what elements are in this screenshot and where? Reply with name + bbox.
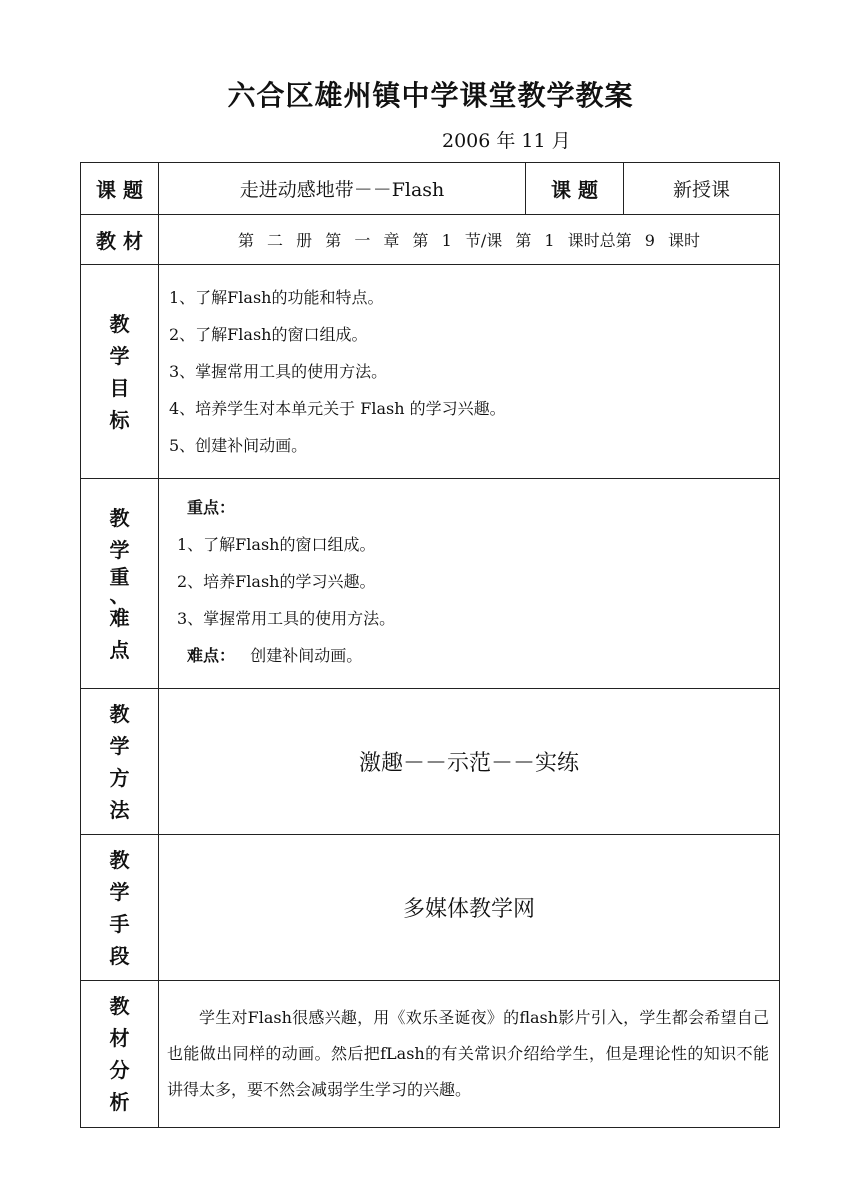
means-row [81,835,780,981]
document-title: 六合区雄州镇中学课堂教学教案 [227,79,634,112]
analysis-text: 学生对Flash很感兴趣，用《欢乐圣诞夜》的flash影片引入，学生都会希望自己也能做出同样的动画。然后把fLash的有关常识介绍给学生，但是理论性的知识不能讲得太多，要不然会减弱学生学习的兴趣。 [159,981,780,1128]
analysis-label-char: 材 [109,1026,130,1050]
difficulty-line [169,637,769,674]
key-points-label-char: 重 [109,564,130,589]
topic-label: 课 题 [81,163,159,215]
analysis-row [81,981,780,1128]
method-label [81,689,159,835]
analysis-label-char: 析 [109,1090,130,1114]
method-label-char: 方 [109,765,130,790]
topic-value: 走进动感地带－－Flash [159,163,526,215]
lesson-plan-table [80,162,780,1128]
key-points-label-char: 教 [109,505,130,530]
analysis-label-char: 分 [109,1058,130,1082]
textbook-row [81,215,780,265]
objective-item: 1、了解Flash的功能和特点。 [169,288,384,307]
objectives-label-char: 教 [109,311,130,336]
document-date: 2006 年 11 月 [442,130,571,152]
analysis-label [81,981,159,1128]
key-point-item: 1、了解Flash的窗口组成。 [177,535,376,554]
key-point-item: 3、掌握常用工具的使用方法。 [177,609,396,628]
objective-item: 4、培养学生对本单元关于 Flash 的学习兴趣。 [169,399,506,418]
means-label-char: 手 [109,911,130,936]
analysis-label-char: 教 [109,994,130,1018]
objectives-row [81,265,780,479]
means-label [81,835,159,981]
method-value: 激趣－－示范－－实练 [159,689,780,835]
key-points-label-char: 难 [109,605,130,630]
method-label-char: 法 [109,797,130,822]
textbook-value: 第 二 册 第 一 章 第 1 节/课 第 1 课时总第 9 课时 [159,215,780,265]
key-points-row [81,479,780,689]
lesson-type-label: 课 题 [526,163,624,215]
means-label-char: 学 [109,879,130,904]
key-points-list [159,479,780,689]
objective-item: 5、创建补间动画。 [169,436,308,455]
means-label-char: 段 [109,943,130,968]
key-points-label-char: 学 [109,537,130,562]
key-point-item: 2、培养Flash的学习兴趣。 [177,572,376,591]
method-row [81,689,780,835]
key-points-title: 重点： [187,498,236,517]
key-points-label-char: 、 [109,582,130,607]
objectives-label [81,265,159,479]
means-label-char: 教 [109,847,130,872]
objectives-label-char: 标 [109,407,130,432]
objectives-list [159,265,780,479]
objectives-label-char: 目 [109,375,130,400]
method-label-char: 学 [109,733,130,758]
objective-item: 2、了解Flash的窗口组成。 [169,325,368,344]
difficulty-label: 难点： [187,646,236,665]
method-label-char: 教 [109,701,130,726]
difficulty-value: 创建补间动画。 [250,646,363,665]
topic-row [81,163,780,215]
key-points-label-char: 点 [109,637,130,662]
key-points-label [81,479,159,689]
lesson-type-value: 新授课 [624,163,780,215]
textbook-label: 教 材 [81,215,159,265]
objectives-label-char: 学 [109,343,130,368]
means-value: 多媒体教学网 [159,835,780,981]
objective-item: 3、掌握常用工具的使用方法。 [169,362,388,381]
